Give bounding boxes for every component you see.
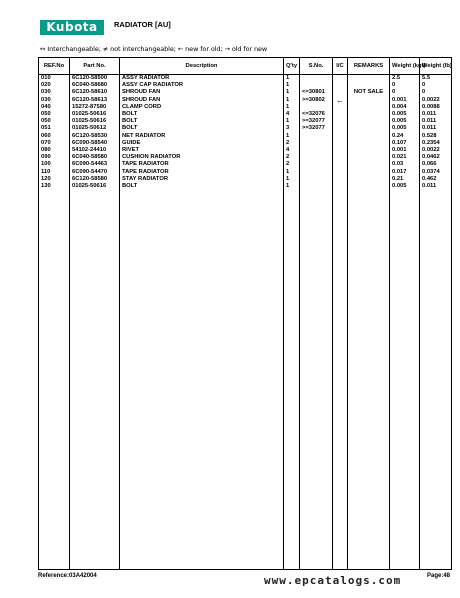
description-cell: BOLT bbox=[120, 111, 284, 118]
remarks-cell bbox=[348, 176, 390, 183]
weight-lb-cell: 0.011 bbox=[420, 111, 452, 118]
ref-no-cell: 070 bbox=[39, 140, 70, 147]
weight-kgf-cell: 0.004 bbox=[390, 104, 420, 111]
weight-kgf-cell: 0.24 bbox=[390, 133, 420, 140]
quantity-cell: 1 bbox=[284, 183, 300, 190]
description-cell: SHROUD FAN bbox=[120, 97, 284, 104]
col-header-description: Description bbox=[120, 58, 284, 75]
description-cell: CLAMP CORD bbox=[120, 104, 284, 111]
table-row bbox=[39, 140, 452, 147]
description-cell: RIVET bbox=[120, 147, 284, 154]
remarks-cell bbox=[348, 82, 390, 89]
page-number: Page:48 bbox=[426, 573, 450, 579]
col-header-ref: REF.No bbox=[39, 58, 70, 75]
col-header-part: Part No. bbox=[70, 58, 120, 75]
interchange-cell bbox=[333, 111, 348, 118]
weight-lb-cell: 0.2354 bbox=[420, 140, 452, 147]
weight-kgf-cell: 0.005 bbox=[390, 183, 420, 190]
interchange-cell bbox=[333, 133, 348, 140]
ref-no-cell: 010 bbox=[39, 75, 70, 83]
empty-cell bbox=[348, 190, 390, 569]
description-cell: CUSHION RADIATOR bbox=[120, 154, 284, 161]
part-no-cell: 15272-87580 bbox=[70, 104, 120, 111]
table-row bbox=[39, 97, 452, 104]
description-cell: TAPE RADIATOR bbox=[120, 161, 284, 168]
quantity-cell: 3 bbox=[284, 125, 300, 132]
serial-no-cell bbox=[300, 176, 333, 183]
part-no-cell: 6C120-58580 bbox=[70, 176, 120, 183]
weight-lb-cell: 5.5 bbox=[420, 75, 452, 83]
table-row bbox=[39, 176, 452, 183]
col-header-weight-lb: Weight (lb) bbox=[420, 58, 452, 75]
empty-cell bbox=[39, 190, 70, 569]
table-row bbox=[39, 82, 452, 89]
remarks-cell bbox=[348, 140, 390, 147]
ref-no-cell: 120 bbox=[39, 176, 70, 183]
part-no-cell: 6C090-58540 bbox=[70, 140, 120, 147]
quantity-cell: 1 bbox=[284, 176, 300, 183]
part-no-cell: 6C040-58580 bbox=[70, 154, 120, 161]
part-no-cell: 6C120-58610 bbox=[70, 89, 120, 96]
remarks-cell bbox=[348, 97, 390, 104]
quantity-cell: 2 bbox=[284, 140, 300, 147]
table-row bbox=[39, 154, 452, 161]
quantity-cell: 1 bbox=[284, 89, 300, 96]
serial-no-cell: >=32077 bbox=[300, 125, 333, 132]
ref-no-cell: 130 bbox=[39, 183, 70, 190]
table-header-row bbox=[39, 58, 452, 75]
quantity-cell: 1 bbox=[284, 133, 300, 140]
table-row bbox=[39, 111, 452, 118]
ref-no-cell: 090 bbox=[39, 154, 70, 161]
part-no-cell: 01025-50616 bbox=[70, 118, 120, 125]
col-header-ic: I/C bbox=[333, 58, 348, 75]
col-header-weight-kgf: Weight (kgf) bbox=[390, 58, 420, 75]
ref-no-cell: 051 bbox=[39, 125, 70, 132]
quantity-cell: 1 bbox=[284, 118, 300, 125]
description-cell: STAY RADIATOR bbox=[120, 176, 284, 183]
table-row bbox=[39, 133, 452, 140]
quantity-cell: 1 bbox=[284, 97, 300, 104]
empty-cell bbox=[70, 190, 120, 569]
page-title: RADIATOR [AU] bbox=[114, 20, 171, 29]
part-no-cell: 6C040-58680 bbox=[70, 82, 120, 89]
remarks-cell bbox=[348, 147, 390, 154]
table-row bbox=[39, 104, 452, 111]
serial-no-cell: <=30801 bbox=[300, 89, 333, 96]
empty-cell bbox=[120, 190, 284, 569]
remarks-cell bbox=[348, 75, 390, 83]
remarks-cell bbox=[348, 118, 390, 125]
serial-no-cell bbox=[300, 169, 333, 176]
interchange-cell bbox=[333, 118, 348, 125]
quantity-cell: 2 bbox=[284, 154, 300, 161]
ref-no-cell: 030 bbox=[39, 89, 70, 96]
weight-kgf-cell: 2.5 bbox=[390, 75, 420, 83]
description-cell: BOLT bbox=[120, 118, 284, 125]
interchange-cell bbox=[333, 147, 348, 154]
weight-lb-cell: 0.011 bbox=[420, 118, 452, 125]
serial-no-cell bbox=[300, 82, 333, 89]
weight-kgf-cell: 0.107 bbox=[390, 140, 420, 147]
description-cell: NET RADIATOR bbox=[120, 133, 284, 140]
serial-no-cell bbox=[300, 75, 333, 83]
part-no-cell: 01025-50616 bbox=[70, 111, 120, 118]
weight-kgf-cell: 0.001 bbox=[390, 147, 420, 154]
watermark: www.epcatalogs.com bbox=[264, 574, 402, 587]
weight-lb-cell: 0.0462 bbox=[420, 154, 452, 161]
description-cell: GUIDE bbox=[120, 140, 284, 147]
description-cell: SHROUD FAN bbox=[120, 89, 284, 96]
ref-no-cell: 040 bbox=[39, 104, 70, 111]
col-header-remarks: REMARKS bbox=[348, 58, 390, 75]
table-row bbox=[39, 169, 452, 176]
weight-lb-cell: 0.011 bbox=[420, 183, 452, 190]
part-no-cell: 54102-24410 bbox=[70, 147, 120, 154]
description-cell: TAPE RADIATOR bbox=[120, 169, 284, 176]
serial-no-cell bbox=[300, 161, 333, 168]
weight-lb-cell: 0.0022 bbox=[420, 147, 452, 154]
weight-kgf-cell: 0.005 bbox=[390, 125, 420, 132]
quantity-cell: 1 bbox=[284, 104, 300, 111]
empty-cell bbox=[420, 190, 452, 569]
interchange-cell bbox=[333, 154, 348, 161]
table-row bbox=[39, 118, 452, 125]
remarks-cell bbox=[348, 133, 390, 140]
serial-no-cell bbox=[300, 140, 333, 147]
col-header-qty: Q'ty bbox=[284, 58, 300, 75]
table-row bbox=[39, 147, 452, 154]
table-row bbox=[39, 183, 452, 190]
remarks-cell bbox=[348, 104, 390, 111]
interchange-cell bbox=[333, 75, 348, 83]
parts-table bbox=[38, 57, 452, 570]
part-no-cell: 6C120-58500 bbox=[70, 75, 120, 83]
weight-lb-cell: 0.0088 bbox=[420, 104, 452, 111]
part-no-cell: 6C090-54463 bbox=[70, 161, 120, 168]
ref-no-cell: 080 bbox=[39, 147, 70, 154]
weight-lb-cell: 0.066 bbox=[420, 161, 452, 168]
interchange-cell bbox=[333, 82, 348, 89]
remarks-cell bbox=[348, 169, 390, 176]
serial-no-cell bbox=[300, 104, 333, 111]
interchange-cell bbox=[333, 140, 348, 147]
interchange-cell bbox=[333, 183, 348, 190]
ref-no-cell: 100 bbox=[39, 161, 70, 168]
description-cell: BOLT bbox=[120, 183, 284, 190]
description-cell: ASSY RADIATOR bbox=[120, 75, 284, 83]
remarks-cell bbox=[348, 125, 390, 132]
interchange-cell bbox=[333, 125, 348, 132]
interchange-legend: ↔ Interchangeable; ≠ not interchangeable; ← new for old; → old for new bbox=[40, 45, 268, 53]
ref-no-cell: 060 bbox=[39, 133, 70, 140]
part-no-cell: 6C090-54470 bbox=[70, 169, 120, 176]
weight-kgf-cell: 0.21 bbox=[390, 176, 420, 183]
quantity-cell: 1 bbox=[284, 169, 300, 176]
weight-kgf-cell: 0.001 bbox=[390, 97, 420, 104]
empty-cell bbox=[333, 190, 348, 569]
weight-lb-cell: 0.528 bbox=[420, 133, 452, 140]
quantity-cell: 1 bbox=[284, 75, 300, 83]
serial-no-cell bbox=[300, 147, 333, 154]
empty-cell bbox=[390, 190, 420, 569]
serial-no-cell bbox=[300, 154, 333, 161]
interchange-cell bbox=[333, 104, 348, 111]
part-no-cell: 6C120-58530 bbox=[70, 133, 120, 140]
weight-kgf-cell: 0.021 bbox=[390, 154, 420, 161]
quantity-cell: 1 bbox=[284, 82, 300, 89]
empty-cell bbox=[284, 190, 300, 569]
remarks-cell bbox=[348, 161, 390, 168]
description-cell: BOLT bbox=[120, 125, 284, 132]
serial-no-cell bbox=[300, 133, 333, 140]
remarks-cell bbox=[348, 154, 390, 161]
ref-no-cell: 020 bbox=[39, 82, 70, 89]
col-header-sno: S.No. bbox=[300, 58, 333, 75]
weight-lb-cell: 0.462 bbox=[420, 176, 452, 183]
quantity-cell: 4 bbox=[284, 147, 300, 154]
empty-cell bbox=[300, 190, 333, 569]
weight-kgf-cell: 0.017 bbox=[390, 169, 420, 176]
part-no-cell: 01025-50616 bbox=[70, 183, 120, 190]
remarks-cell: NOT SALE bbox=[348, 89, 390, 96]
interchange-cell bbox=[333, 161, 348, 168]
weight-kgf-cell: 0 bbox=[390, 82, 420, 89]
ref-no-cell: 050 bbox=[39, 118, 70, 125]
remarks-cell bbox=[348, 111, 390, 118]
kubota-logo: Kubota bbox=[40, 20, 104, 35]
weight-kgf-cell: 0.005 bbox=[390, 111, 420, 118]
reference-number: Reference:03A42004 bbox=[38, 573, 97, 579]
ref-no-cell: 110 bbox=[39, 169, 70, 176]
weight-kgf-cell: 0.03 bbox=[390, 161, 420, 168]
interchange-cell bbox=[333, 169, 348, 176]
weight-lb-cell: 0.0022 bbox=[420, 97, 452, 104]
serial-no-cell: >=30802 bbox=[300, 97, 333, 104]
table-row bbox=[39, 125, 452, 132]
interchange-cell bbox=[333, 176, 348, 183]
part-no-cell: 6C120-58613 bbox=[70, 97, 120, 104]
remarks-cell bbox=[348, 183, 390, 190]
serial-no-cell: >=32077 bbox=[300, 118, 333, 125]
weight-lb-cell: 0 bbox=[420, 82, 452, 89]
ref-no-cell: 050 bbox=[39, 111, 70, 118]
interchange-cell: ← bbox=[333, 97, 348, 104]
weight-kgf-cell: 0.005 bbox=[390, 118, 420, 125]
serial-no-cell bbox=[300, 183, 333, 190]
weight-lb-cell: 0.0374 bbox=[420, 169, 452, 176]
ref-no-cell: 030 bbox=[39, 97, 70, 104]
weight-lb-cell: 0 bbox=[420, 89, 452, 96]
part-no-cell: 01025-50612 bbox=[70, 125, 120, 132]
description-cell: ASSY CAP RADIATOR bbox=[120, 82, 284, 89]
serial-no-cell: <=32076 bbox=[300, 111, 333, 118]
table-row bbox=[39, 161, 452, 168]
table-filler-row bbox=[39, 190, 452, 569]
quantity-cell: 4 bbox=[284, 111, 300, 118]
quantity-cell: 2 bbox=[284, 161, 300, 168]
table-row bbox=[39, 89, 452, 96]
weight-lb-cell: 0.011 bbox=[420, 125, 452, 132]
table-row bbox=[39, 75, 452, 83]
weight-kgf-cell: 0 bbox=[390, 89, 420, 96]
